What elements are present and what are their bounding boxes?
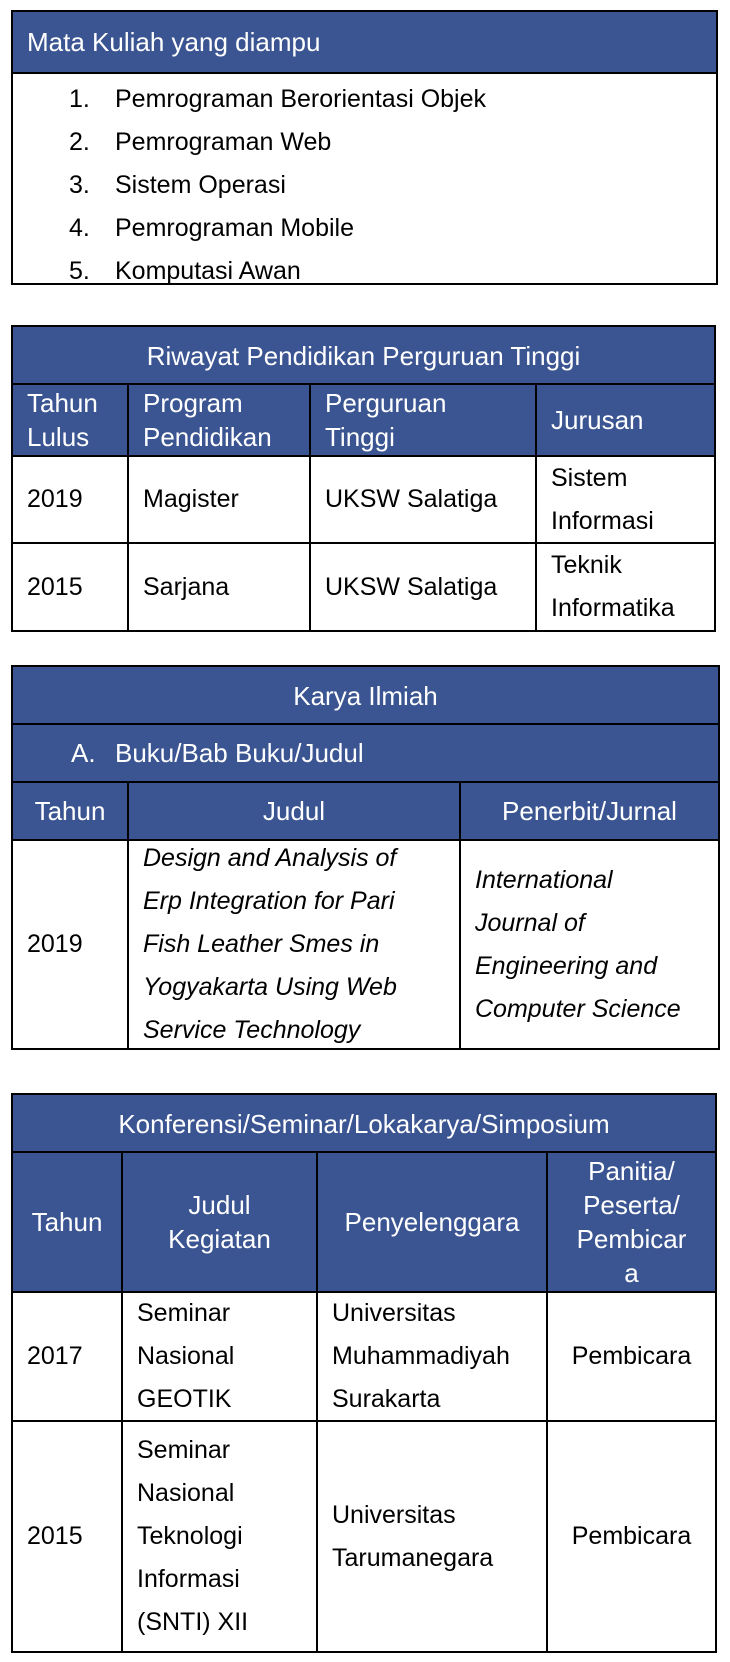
table-cell-year: 2019 [27,930,83,958]
table-cell-organizer: Universitas Tarumanegara [332,1500,494,1572]
list-label: Sistem Operasi [115,171,286,199]
list-label: Komputasi Awan [115,257,301,285]
list-item [69,164,286,207]
table-cell-year: 2015 [27,1522,83,1550]
subsection-marker: A. [71,737,96,768]
col-header-year: Tahun Lulus [27,388,98,452]
col-header-organizer: Penyelenggara [344,1206,520,1237]
table-cell-activity: Seminar Nasional Teknologi Informasi (SNTI) XII [137,1436,249,1636]
col-header-publisher: Penerbit/Jurnal [502,795,677,826]
table-cell-year: 2017 [27,1342,83,1370]
subsection-title: Buku/Bab Buku/Judul [115,737,364,768]
list-number: 2. [69,128,90,156]
education-table [11,325,716,632]
list-item [69,78,486,121]
table-cell-title: Design and Analysis of Erp Integration for Pari Fish Leather Smes in Yogyakarta Using Web Service Technology [143,844,397,1044]
table-cell-organizer: Universitas Muhammadiyah Surakarta [332,1299,510,1413]
col-header-program: Program Pendidikan [143,388,272,452]
table-cell-major: Teknik Informatika [551,551,675,622]
publications-title: Karya Ilmiah [293,680,438,711]
list-number: 4. [69,214,90,242]
courses-header [13,12,716,72]
table-cell-program: Magister [143,485,239,513]
conferences-title-row [13,1095,715,1153]
list-number: 5. [69,257,90,285]
list-item [69,207,354,250]
table-cell-activity: Seminar Nasional GEOTIK [137,1299,235,1413]
table-cell-publisher: International Journal of Engineering and Computer Science [475,865,681,1023]
courses-title: Mata Kuliah yang diampu [27,26,321,57]
table-cell-role: Pembicara [571,1522,692,1550]
list-label: Pemrograman Mobile [115,214,354,242]
publications-table [11,665,720,1050]
col-header-institution: Perguruan Tinggi [325,388,447,452]
list-item [69,121,331,164]
col-header-title: Judul [262,795,326,826]
table-cell-major: Sistem Informasi [551,463,654,535]
col-header-year: Tahun [31,1206,103,1237]
table-cell-program: Sarjana [143,572,230,601]
table-cell-institution: UKSW Salatiga [325,485,498,513]
publications-title-row [13,667,718,725]
conferences-table [11,1093,717,1653]
col-header-major: Jurusan [551,405,644,435]
table-cell-institution: UKSW Salatiga [325,572,498,601]
list-item [69,250,301,293]
table-cell-year: 2015 [27,572,83,601]
courses-table [11,10,718,285]
education-title-row [13,327,714,385]
list-number: 1. [69,85,90,113]
education-title: Riwayat Pendidikan Perguruan Tinggi [146,340,581,371]
col-header-activity: Judul Kegiatan [168,1190,271,1254]
publications-subsection-row [13,725,718,781]
list-label: Pemrograman Web [115,128,332,156]
col-header-year: Tahun [34,795,106,826]
table-cell-year: 2019 [27,485,83,513]
table-cell-role: Pembicara [571,1342,692,1370]
list-label: Pemrograman Berorientasi Objek [115,85,486,113]
conferences-title: Konferensi/Seminar/Lokakarya/Simposium [118,1108,610,1139]
col-header-role: Panitia/ Peserta/ Pembicar a [576,1156,687,1288]
list-number: 3. [69,171,90,199]
